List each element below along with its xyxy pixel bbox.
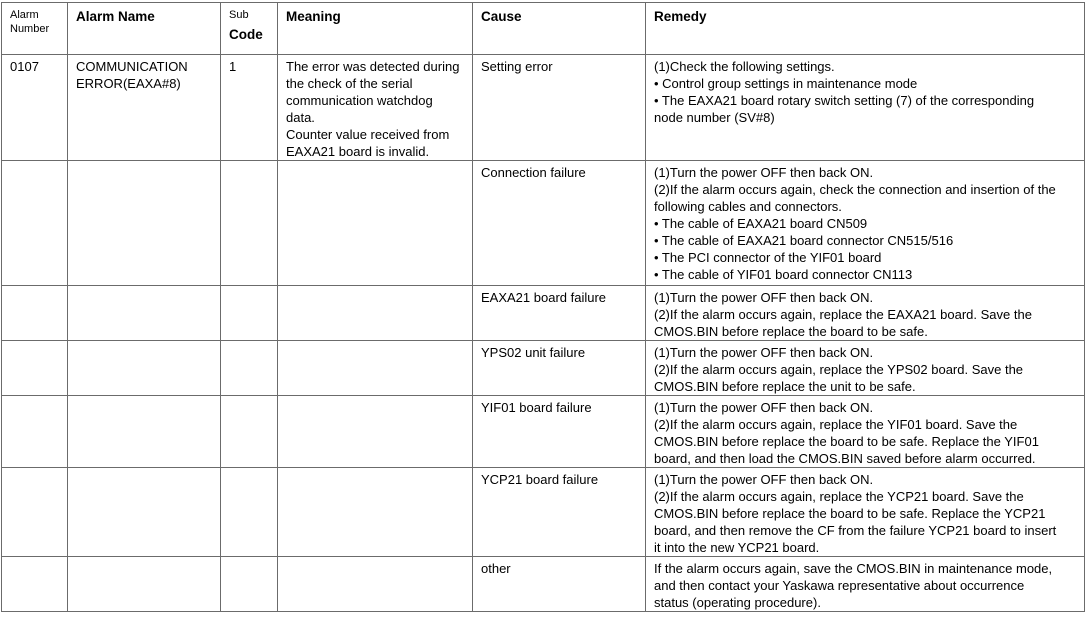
- remedy-line: board, and then remove the CF from the failure YCP21 board to insert: [654, 523, 1057, 538]
- cause-cell: [473, 161, 646, 286]
- alarm-number-cell: [2, 55, 68, 161]
- empty-cell: [221, 341, 278, 396]
- empty-cell: [278, 161, 473, 286]
- remedy-cell: [646, 286, 1085, 341]
- cause-text: YCP21 board failure: [481, 472, 599, 487]
- alarm-name-line: COMMUNICATION: [76, 59, 188, 74]
- header-cause: [473, 3, 646, 55]
- remedy-line: • The cable of EAXA21 board CN509: [654, 216, 868, 231]
- alarm-name-cell: [68, 55, 221, 161]
- empty-cell: [2, 557, 68, 612]
- remedy-line: (1)Turn the power OFF then back ON.: [654, 345, 874, 360]
- remedy-line: (2)If the alarm occurs again, replace the YCP21 board. Save the: [654, 489, 1024, 504]
- cause-cell: [473, 557, 646, 612]
- empty-cell: [221, 286, 278, 341]
- empty-cell: [278, 557, 473, 612]
- header-remedy: [646, 3, 1085, 55]
- empty-cell: [68, 557, 221, 612]
- header-alarm-number-line1: Alarm: [10, 9, 39, 21]
- remedy-cell: [646, 341, 1085, 396]
- meaning-line: data.: [286, 110, 315, 125]
- remedy-line: • Control group settings in maintenance mode: [654, 76, 918, 91]
- remedy-cell: [646, 557, 1085, 612]
- meaning-line: Counter value received from: [286, 127, 450, 142]
- cause-cell: [473, 341, 646, 396]
- header-alarm-number-line2: Number: [10, 23, 50, 35]
- empty-cell: [2, 468, 68, 557]
- meaning-line: the check of the serial: [286, 76, 413, 91]
- cause-text: YPS02 unit failure: [481, 345, 586, 360]
- table-row: [2, 341, 1085, 396]
- remedy-cell: [646, 55, 1085, 161]
- empty-cell: [278, 468, 473, 557]
- header-sub-code-line1: Sub: [229, 9, 249, 21]
- empty-cell: [221, 396, 278, 468]
- empty-cell: [68, 341, 221, 396]
- table-row: [2, 55, 1085, 161]
- cause-text: Connection failure: [481, 165, 586, 180]
- remedy-line: • The cable of EAXA21 board connector CN515/516: [654, 233, 954, 248]
- cause-cell: [473, 468, 646, 557]
- empty-cell: [278, 286, 473, 341]
- empty-cell: [2, 161, 68, 286]
- empty-cell: [278, 341, 473, 396]
- remedy-line: • The EAXA21 board rotary switch setting (7) of the corresponding: [654, 93, 1035, 108]
- header-sub-code-line2: Code: [229, 27, 263, 42]
- remedy-line: following cables and connectors.: [654, 199, 842, 214]
- cause-cell: [473, 396, 646, 468]
- header-alarm-name-label: Alarm Name: [76, 9, 155, 24]
- header-meaning-label: Meaning: [286, 9, 341, 24]
- table-row: [2, 468, 1085, 557]
- empty-cell: [68, 396, 221, 468]
- table-row: [2, 396, 1085, 468]
- remedy-line: (1)Check the following settings.: [654, 59, 835, 74]
- alarm-name-line: ERROR(EAXA#8): [76, 76, 181, 91]
- remedy-line: node number (SV#8): [654, 110, 775, 125]
- header-sub-code: [221, 3, 278, 55]
- empty-cell: [2, 286, 68, 341]
- remedy-line: (2)If the alarm occurs again, replace the YPS02 board. Save the: [654, 362, 1024, 377]
- sub-code: 1: [229, 59, 237, 74]
- cause-cell: [473, 286, 646, 341]
- meaning-line: communication watchdog: [286, 93, 433, 108]
- alarm-table: [1, 2, 1085, 612]
- remedy-line: it into the new YCP21 board.: [654, 540, 820, 555]
- cause-text: other: [481, 561, 511, 576]
- remedy-line: If the alarm occurs again, save the CMOS.BIN in maintenance mode,: [654, 561, 1053, 576]
- remedy-line: (1)Turn the power OFF then back ON.: [654, 472, 874, 487]
- cause-text: EAXA21 board failure: [481, 290, 607, 305]
- empty-cell: [68, 161, 221, 286]
- remedy-line: (1)Turn the power OFF then back ON.: [654, 400, 874, 415]
- remedy-line: • The cable of YIF01 board connector CN113: [654, 267, 913, 282]
- remedy-line: (2)If the alarm occurs again, replace the EAXA21 board. Save the: [654, 307, 1032, 322]
- remedy-line: (2)If the alarm occurs again, check the connection and insertion of the: [654, 182, 1056, 197]
- empty-cell: [68, 286, 221, 341]
- header-cause-label: Cause: [481, 9, 522, 24]
- empty-cell: [221, 161, 278, 286]
- alarm-number: 0107: [10, 59, 39, 74]
- remedy-line: status (operating procedure).: [654, 595, 821, 610]
- empty-cell: [221, 468, 278, 557]
- remedy-line: (1)Turn the power OFF then back ON.: [654, 290, 874, 305]
- table-row: [2, 161, 1085, 286]
- cause-text: Setting error: [481, 59, 553, 74]
- remedy-line: • The PCI connector of the YIF01 board: [654, 250, 882, 265]
- meaning-cell: [278, 55, 473, 161]
- empty-cell: [68, 468, 221, 557]
- meaning-line: The error was detected during: [286, 59, 460, 74]
- remedy-cell: [646, 161, 1085, 286]
- empty-cell: [221, 557, 278, 612]
- table-row: [2, 557, 1085, 612]
- header-meaning: [278, 3, 473, 55]
- header-remedy-label: Remedy: [654, 9, 707, 24]
- remedy-cell: [646, 396, 1085, 468]
- remedy-cell: [646, 468, 1085, 557]
- remedy-line: CMOS.BIN before replace the unit to be safe.: [654, 379, 916, 394]
- cause-text: YIF01 board failure: [481, 400, 592, 415]
- meaning-line: EAXA21 board is invalid.: [286, 144, 430, 159]
- table-row: [2, 286, 1085, 341]
- remedy-line: CMOS.BIN before replace the board to be safe.: [654, 324, 928, 339]
- remedy-line: (2)If the alarm occurs again, replace the YIF01 board. Save the: [654, 417, 1018, 432]
- remedy-line: CMOS.BIN before replace the board to be safe. Replace the YCP21: [654, 506, 1046, 521]
- header-alarm-name: [68, 3, 221, 55]
- header-alarm-number: [2, 3, 68, 55]
- remedy-line: (1)Turn the power OFF then back ON.: [654, 165, 874, 180]
- cause-cell: [473, 55, 646, 161]
- remedy-line: board, and then load the CMOS.BIN saved before alarm occurred.: [654, 451, 1036, 466]
- empty-cell: [278, 396, 473, 468]
- remedy-line: CMOS.BIN before replace the board to be safe. Replace the YIF01: [654, 434, 1039, 449]
- remedy-line: and then contact your Yaskawa representative about occurrence: [654, 578, 1025, 593]
- header-row: [2, 3, 1085, 55]
- empty-cell: [2, 341, 68, 396]
- empty-cell: [2, 396, 68, 468]
- sub-code-cell: [221, 55, 278, 161]
